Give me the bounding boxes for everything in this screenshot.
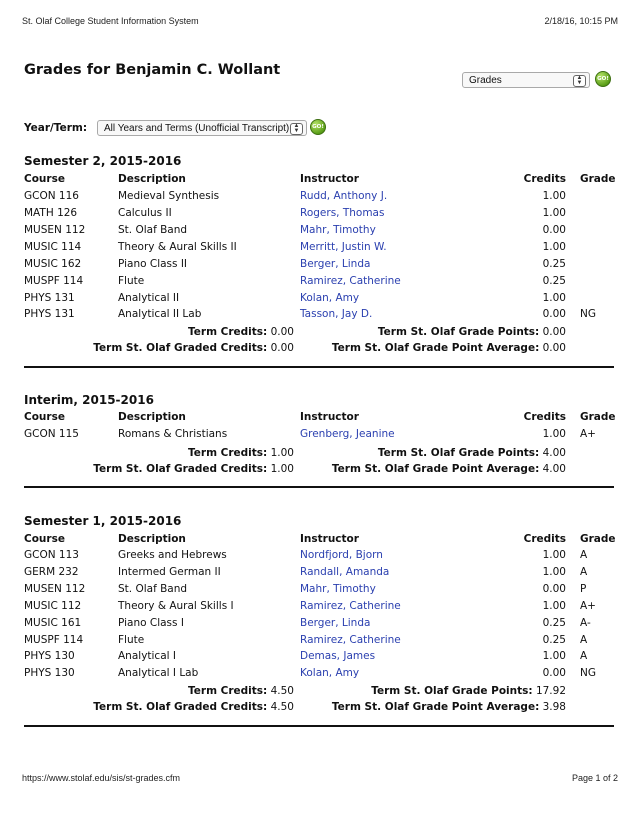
course-description: St. Olaf Band (118, 224, 188, 236)
year-term-go-button[interactable] (310, 119, 326, 135)
course-description: St. Olaf Band (118, 583, 188, 595)
course-description: Analytical I (118, 650, 176, 662)
print-header-datetime: 2/18/16, 10:15 PM (544, 16, 618, 26)
course-credits: 1.00 (542, 600, 566, 612)
instructor-link[interactable]: Demas, James (300, 650, 376, 662)
select-arrows-icon: ▲ ▼ (573, 75, 586, 87)
instructor-link[interactable]: Rogers, Thomas (300, 207, 385, 219)
instructor-link[interactable]: Merritt, Justin W. (300, 241, 387, 253)
instructor-link[interactable]: Ramirez, Catherine (300, 634, 401, 646)
course-description: Analytical II Lab (118, 308, 202, 320)
nav-go-button[interactable] (595, 71, 611, 87)
course-code: GCON 115 (24, 428, 79, 440)
course-code: MUSIC 162 (24, 258, 82, 270)
col-instructor-header: Instructor (300, 173, 359, 185)
instructor-link[interactable]: Nordfjord, Bjorn (300, 549, 383, 561)
course-description: Piano Class I (118, 617, 184, 629)
course-grade: NG (580, 308, 596, 320)
instructor-link[interactable]: Mahr, Timothy (300, 583, 376, 595)
gpa-value: 3.98 (542, 701, 566, 713)
col-credits-header: Credits (523, 533, 566, 545)
course-description: Flute (118, 634, 145, 646)
col-grade-header: Grade (580, 533, 616, 545)
course-code: PHYS 131 (24, 308, 75, 320)
course-grade: A+ (580, 428, 596, 440)
course-code: MUSPF 114 (24, 634, 84, 646)
course-grade: A- (580, 617, 591, 629)
course-credits: 0.00 (542, 667, 566, 679)
graded-credits-value: 1.00 (270, 463, 294, 475)
col-instructor-header: Instructor (300, 533, 359, 545)
gpa-total (332, 463, 566, 475)
graded-credits-label: Term St. Olaf Graded Credits: (93, 701, 268, 713)
course-credits: 1.00 (542, 292, 566, 304)
course-credits: 1.00 (542, 428, 566, 440)
page-nav-select-value: Grades (469, 75, 502, 86)
course-description: Greeks and Hebrews (118, 549, 227, 561)
instructor-link[interactable]: Ramirez, Catherine (300, 600, 401, 612)
course-description: Romans & Christians (118, 428, 228, 440)
instructor-link[interactable]: Kolan, Amy (300, 667, 360, 679)
term-credits-label: Term Credits: (188, 326, 268, 338)
print-header-site: St. Olaf College Student Information System (22, 16, 199, 26)
term-credits-label: Term Credits: (188, 685, 268, 697)
course-code: PHYS 131 (24, 292, 75, 304)
term-credits-value: 1.00 (270, 447, 294, 459)
course-description: Piano Class II (118, 258, 188, 270)
grade-points-total (371, 685, 566, 697)
grade-points-label: Term St. Olaf Grade Points: (377, 326, 540, 338)
col-credits-header: Credits (523, 173, 566, 185)
gpa-total (332, 701, 566, 713)
course-credits: 0.25 (542, 634, 566, 646)
course-grade: A (580, 634, 588, 646)
col-description-header: Description (118, 411, 186, 423)
instructor-link[interactable]: Mahr, Timothy (300, 224, 376, 236)
course-code: GCON 116 (24, 190, 79, 202)
course-credits: 0.00 (542, 224, 566, 236)
course-credits: 1.00 (542, 566, 566, 578)
instructor-link[interactable]: Berger, Linda (300, 617, 371, 629)
instructor-link[interactable]: Berger, Linda (300, 258, 371, 270)
year-term-select-value: All Years and Terms (Unofficial Transcript) (104, 123, 290, 134)
col-instructor-header: Instructor (300, 411, 359, 423)
course-code: MUSEN 112 (24, 224, 86, 236)
course-credits: 0.00 (542, 308, 566, 320)
graded-credits-value: 4.50 (270, 701, 294, 713)
print-footer-page: Page 1 of 2 (571, 773, 618, 783)
term-credits-total (188, 447, 294, 459)
select-arrows-icon: ▲ ▼ (290, 123, 303, 135)
term-credits-value: 4.50 (270, 685, 294, 697)
term-credits-total (188, 685, 294, 697)
course-description: Theory & Aural Skills I (118, 600, 234, 612)
gpa-value: 4.00 (542, 463, 566, 475)
term-title: Interim, 2015-2016 (24, 393, 154, 407)
term-credits-label: Term Credits: (188, 447, 268, 459)
graded-credits-total (93, 463, 294, 475)
course-description: Calculus II (118, 207, 172, 219)
instructor-link[interactable]: Rudd, Anthony J. (300, 190, 388, 202)
course-code: MUSPF 114 (24, 275, 84, 287)
course-code: PHYS 130 (24, 667, 75, 679)
grade-points-value: 0.00 (542, 326, 566, 338)
col-grade-header: Grade (580, 173, 616, 185)
course-code: MATH 126 (24, 207, 78, 219)
course-description: Analytical I Lab (118, 667, 199, 679)
course-code: GERM 232 (24, 566, 79, 578)
graded-credits-total (93, 701, 294, 713)
graded-credits-label: Term St. Olaf Graded Credits: (93, 342, 268, 354)
term-credits-value: 0.00 (270, 326, 294, 338)
col-course-header: Course (24, 533, 65, 545)
grade-points-label: Term St. Olaf Grade Points: (377, 447, 540, 459)
instructor-link[interactable]: Tasson, Jay D. (300, 308, 373, 320)
col-course-header: Course (24, 411, 65, 423)
course-grade: A+ (580, 600, 596, 612)
grade-points-total (378, 447, 566, 459)
course-code: MUSIC 114 (24, 241, 82, 253)
course-credits: 1.00 (542, 650, 566, 662)
graded-credits-value: 0.00 (270, 342, 294, 354)
gpa-label: Term St. Olaf Grade Point Average: (331, 463, 540, 475)
page-nav-select[interactable] (462, 72, 590, 88)
course-credits: 0.25 (542, 258, 566, 270)
col-description-header: Description (118, 533, 186, 545)
grade-points-value: 17.92 (535, 685, 566, 697)
course-code: MUSIC 112 (24, 600, 82, 612)
course-description: Theory & Aural Skills II (118, 241, 237, 253)
section-divider (24, 486, 614, 488)
col-credits-header: Credits (523, 411, 566, 423)
course-code: PHYS 130 (24, 650, 75, 662)
year-term-label: Year/Term: (24, 122, 88, 134)
gpa-label: Term St. Olaf Grade Point Average: (331, 342, 540, 354)
instructor-link[interactable]: Randall, Amanda (300, 566, 390, 578)
go-button-label: GO! (312, 124, 324, 130)
course-credits: 0.25 (542, 617, 566, 629)
gpa-value: 0.00 (542, 342, 566, 354)
course-description: Analytical II (118, 292, 180, 304)
course-code: MUSIC 161 (24, 617, 82, 629)
instructor-link[interactable]: Ramirez, Catherine (300, 275, 401, 287)
course-credits: 1.00 (542, 207, 566, 219)
instructor-link[interactable]: Grenberg, Jeanine (300, 428, 395, 440)
gpa-total (332, 342, 566, 354)
course-code: MUSEN 112 (24, 583, 86, 595)
section-divider (24, 366, 614, 368)
gpa-label: Term St. Olaf Grade Point Average: (331, 701, 540, 713)
course-grade: A (580, 549, 588, 561)
col-grade-header: Grade (580, 411, 616, 423)
graded-credits-total (93, 342, 294, 354)
term-title: Semester 1, 2015-2016 (24, 514, 182, 528)
course-credits: 1.00 (542, 549, 566, 561)
grade-points-value: 4.00 (542, 447, 566, 459)
term-credits-total (188, 326, 294, 338)
course-grade: P (580, 583, 587, 595)
course-credits: 0.25 (542, 275, 566, 287)
term-title: Semester 2, 2015-2016 (24, 154, 182, 168)
course-code: GCON 113 (24, 549, 79, 561)
course-grade: A (580, 650, 588, 662)
course-grade: A (580, 566, 588, 578)
course-credits: 0.00 (542, 583, 566, 595)
course-credits: 1.00 (542, 190, 566, 202)
year-term-select[interactable] (97, 120, 307, 136)
section-divider (24, 725, 614, 727)
page-title: Grades for Benjamin C. Wollant (24, 62, 281, 78)
grade-points-label: Term St. Olaf Grade Points: (371, 685, 533, 697)
go-button-label: GO! (597, 76, 609, 82)
course-description: Intermed German II (118, 566, 221, 578)
course-credits: 1.00 (542, 241, 566, 253)
graded-credits-label: Term St. Olaf Graded Credits: (93, 463, 268, 475)
grade-points-total (378, 326, 566, 338)
course-grade: NG (580, 667, 596, 679)
instructor-link[interactable]: Kolan, Amy (300, 292, 360, 304)
col-description-header: Description (118, 173, 186, 185)
col-course-header: Course (24, 173, 65, 185)
course-description: Flute (118, 275, 145, 287)
print-footer-url: https://www.stolaf.edu/sis/st-grades.cfm (22, 773, 181, 783)
course-description: Medieval Synthesis (118, 190, 220, 202)
